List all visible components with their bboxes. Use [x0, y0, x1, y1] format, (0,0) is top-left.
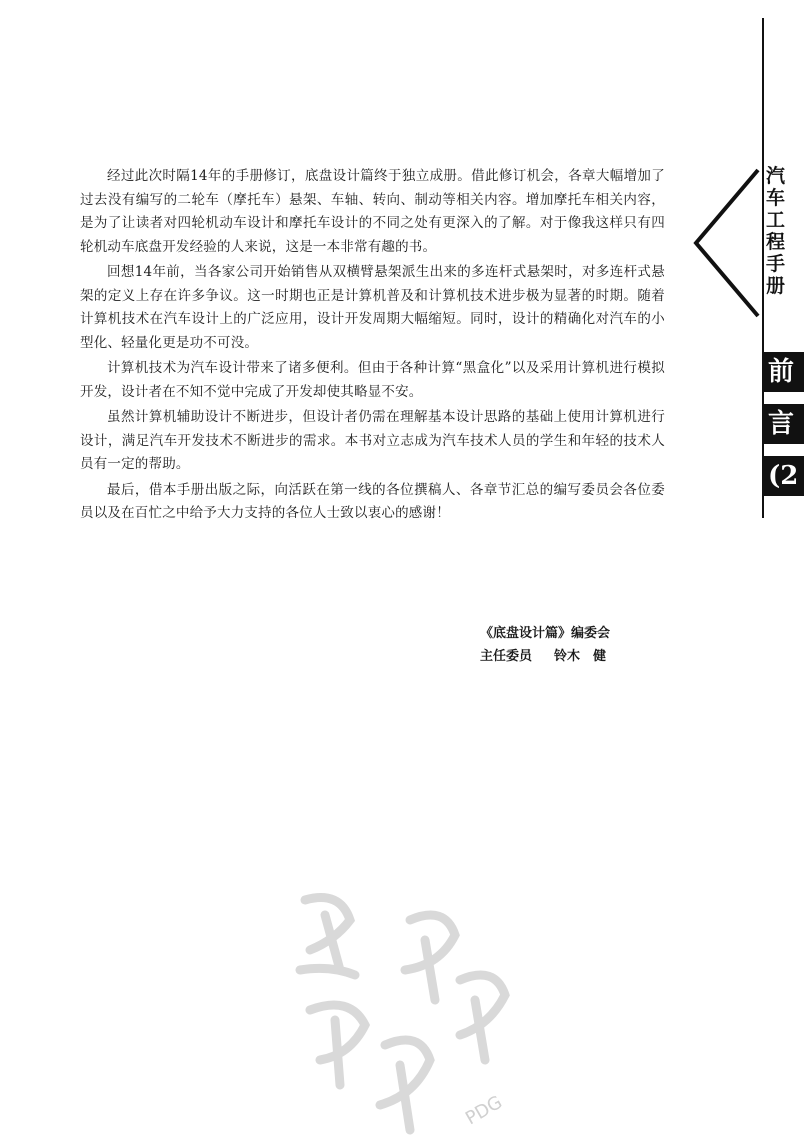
pdg-label: PDG: [462, 1091, 506, 1130]
tab-char: 程: [766, 231, 786, 253]
paragraph: 回想14年前，当各家公司开始销售从双横臂悬架派生出来的多连杆式悬架时，对多连杆式悬架的定义上存在许多争议。这一时期也正是计算机普及和计算机技术进步极为显著的时期。随着计算机技术在汽车设计上的广泛应用，设计开发周期大幅缩短。同时，设计的精确化对汽车的小型化、轻量化更是功不可没。: [80, 264, 665, 351]
section-tab: [764, 352, 804, 508]
section-tab-char: (2: [764, 456, 804, 496]
tab-char: 册: [766, 275, 786, 297]
seal-watermark: [280, 860, 550, 1140]
paragraph: 虽然计算机辅助设计不断进步，但设计者仍需在理解基本设计思路的基础上使用计算机进行设计，满足汽车开发技术不断进步的需求。本书对立志成为汽车技术人员的学生和年轻的技术人员有一定的帮助。: [80, 409, 665, 472]
preface-body: [80, 165, 665, 526]
section-tab-char: 言: [764, 404, 804, 444]
chair-role: 主任委员: [480, 649, 533, 664]
signature-block: [480, 622, 610, 668]
chevron-left-icon: [690, 168, 760, 318]
tab-char: 手: [766, 253, 786, 275]
tab-char: 汽: [766, 165, 786, 187]
paragraph: 经过此次时隔14年的手册修订，底盘设计篇终于独立成册。借此修订机会，各章大幅增加了过去没有编写的二轮车（摩托车）悬架、车轴、转向、制动等相关内容。增加摩托车相关内容，是为了让读者对四轮机动车设计和摩托车设计的不同之处有更深入的了解。对于像我这样只有四轮机动车底盘开发经验的人来说，这是一本非常有趣的书。: [80, 168, 665, 255]
tab-char: 车: [766, 187, 786, 209]
chair-line: [480, 645, 610, 668]
paragraph: 最后，借本手册出版之际，向活跃在第一线的各位撰稿人、各章节汇总的编写委员会各位委员以及在百忙之中给予大力支持的各位人士致以衷心的感谢！: [80, 481, 665, 521]
section-tab-char: 前: [764, 352, 804, 392]
tab-char: 工: [766, 209, 786, 231]
book-title-vertical: [766, 165, 796, 297]
chair-name: 铃木 健: [554, 649, 607, 664]
paragraph: 计算机技术为汽车设计带来了诸多便利。但由于各种计算“黑盒化”以及采用计算机进行模拟开发，设计者在不知不觉中完成了开发却使其略显不安。: [80, 360, 665, 400]
committee-name: 《底盘设计篇》编委会: [480, 626, 611, 641]
